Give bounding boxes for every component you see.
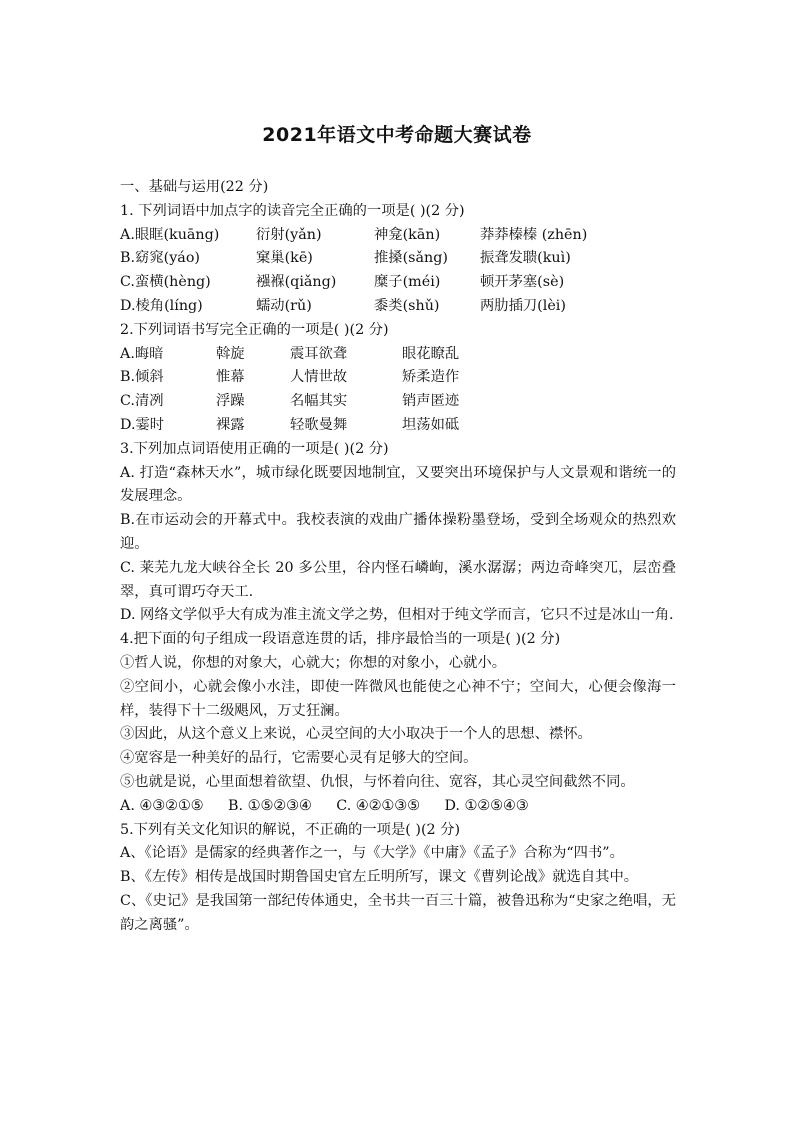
q2-b-3: 人情世故 bbox=[290, 369, 348, 386]
q1-a-2: 衍射(yǎn) bbox=[256, 226, 322, 243]
q4-sentence-5: ⑤也就是说，心里面想着欲望、仇恨，与怀着向往、宽容，其心灵空间截然不同。 bbox=[120, 773, 635, 790]
q2-c-3: 名幅其实 bbox=[290, 393, 348, 410]
q2-a-3: 震耳欲聋 bbox=[290, 345, 348, 362]
q2-d-2: 裸露 bbox=[216, 416, 245, 433]
q2-a-2: 斡旋 bbox=[216, 345, 245, 362]
q1-c-4: 顿开茅塞(sè) bbox=[480, 274, 565, 291]
q4-option-a: A. ④③②①⑤ bbox=[120, 797, 204, 814]
q1-b-3: 推搡(sǎng) bbox=[374, 250, 448, 267]
q1-b-2: 窠巢(kē) bbox=[256, 250, 313, 267]
section-heading: 一、基础与运用(22 分) bbox=[120, 179, 269, 195]
q1-d-3: 黍类(shǔ) bbox=[374, 297, 440, 314]
q2-option-d bbox=[120, 414, 676, 438]
q2-b-2: 惟幕 bbox=[216, 369, 245, 386]
q2-option-b bbox=[120, 366, 676, 390]
q2-b-1: B.倾斜 bbox=[120, 369, 164, 386]
q1-option-b bbox=[120, 247, 676, 271]
q2-d-4: 坦荡如砥 bbox=[402, 416, 460, 433]
q4-options bbox=[120, 795, 676, 819]
q2-option-a bbox=[120, 343, 676, 367]
q2-a-1: A.晦暗 bbox=[120, 345, 164, 362]
q4-sentence-4: ④宽容是一种美好的品行，它需要心灵有足够大的空间。 bbox=[120, 750, 478, 767]
q4-stem: 4.把下面的句子组成一段语意连贯的话，排序最恰当的一项是( )(2 分) bbox=[120, 631, 561, 648]
q4-option-c: C. ④②①③⑤ bbox=[336, 797, 420, 814]
q1-c-2: 襁褓(qiǎng) bbox=[256, 274, 337, 291]
q3-option-b: B.在市运动会的开幕式中。我校表演的戏曲广播体操粉墨登场，受到全场观众的热烈欢迎。 bbox=[120, 512, 676, 552]
q5-stem: 5.下列有关文化知识的解说，不正确的一项是( )(2 分) bbox=[120, 821, 461, 838]
q3-option-a: A. 打造“森林天水”，城市绿化既要因地制宜，又要突出环境保护与人文景观和谐统一的发展理念。 bbox=[120, 464, 676, 505]
q1-b-4: 振聋发聩(kuì) bbox=[480, 250, 571, 267]
q2-c-4: 销声匿迹 bbox=[402, 393, 460, 410]
q5-option-c: C、《史记》是我国第一部纪传体通史，全书共一百三十篇，被鲁迅称为“史家之绝唱，无韵之离骚”。 bbox=[120, 892, 676, 933]
q4-option-d: D. ①②⑤④③ bbox=[444, 797, 529, 814]
q5-option-a: A、《论语》是儒家的经典著作之一，与《大学》《中庸》《孟子》合称为“四书”。 bbox=[120, 845, 624, 862]
q1-c-3: 糜子(méi) bbox=[374, 274, 441, 291]
q1-a-3: 神龛(kān) bbox=[374, 226, 441, 243]
q1-option-a bbox=[120, 224, 676, 248]
q3-option-d: D. 网络文学似乎大有成为准主流文学之势，但相对于纯文学而言，它只不过是冰山一角. bbox=[120, 607, 674, 624]
q1-option-d bbox=[120, 295, 676, 319]
q2-c-2: 浮躁 bbox=[216, 393, 245, 410]
q2-option-c bbox=[120, 390, 676, 414]
q1-c-1: C.蛮横(hèng) bbox=[120, 274, 211, 291]
q1-b-1: B.窈窕(yáo) bbox=[120, 250, 201, 267]
q1-stem: 1. 下列词语中加点字的读音完全正确的一项是( )(2 分) bbox=[120, 202, 465, 219]
q2-d-1: D.霎时 bbox=[120, 416, 165, 433]
q2-b-4: 矫柔造作 bbox=[402, 369, 460, 386]
q4-sentence-1: ①哲人说，你想的对象大，心就大；你想的对象小，心就小。 bbox=[120, 654, 507, 671]
q5-option-b: B、《左传》相传是战国时期鲁国史官左丘明所写，课文《曹刿论战》就选自其中。 bbox=[120, 869, 639, 886]
q1-d-1: D.棱角(líng) bbox=[120, 297, 203, 314]
q3-stem: 3.下列加点词语使用正确的一项是( )(2 分) bbox=[120, 440, 389, 457]
q2-a-4: 眼花瞭乱 bbox=[402, 345, 460, 362]
q4-sentence-3: ③因此，从这个意义上来说，心灵空间的大小取决于一个人的思想、襟怀。 bbox=[120, 726, 592, 743]
q2-c-1: C.清冽 bbox=[120, 393, 164, 410]
q4-sentence-2: ②空间小，心就会像小水洼，即使一阵微风也能使之心神不宁；空间大，心便会像海一样，装得下十二级飓风，万丈狂澜。 bbox=[120, 678, 676, 719]
q4-option-b: B. ①⑤②③④ bbox=[228, 797, 312, 814]
q1-a-4: 莽莽榛榛 (zhēn) bbox=[480, 226, 588, 243]
q3-option-c: C. 莱芜九龙大峡谷全长 20 多公里，谷内怪石嶙峋，溪水潺潺；两边奇峰突兀，层峦叠翠，真可谓巧夺天工. bbox=[120, 559, 676, 600]
q1-option-c bbox=[120, 271, 676, 295]
q2-d-3: 轻歌曼舞 bbox=[290, 416, 348, 433]
q1-d-4: 两肋插刀(lèi) bbox=[480, 297, 566, 314]
exam-title: 2021年语文中考命题大赛试卷 bbox=[262, 124, 532, 146]
q1-a-1: A.眼眶(kuāng) bbox=[120, 226, 220, 243]
q1-d-2: 蠕动(rǔ) bbox=[256, 297, 312, 314]
exam-body bbox=[120, 176, 676, 938]
q2-stem: 2.下列词语书写完全正确的一项是( )(2 分) bbox=[120, 321, 389, 338]
